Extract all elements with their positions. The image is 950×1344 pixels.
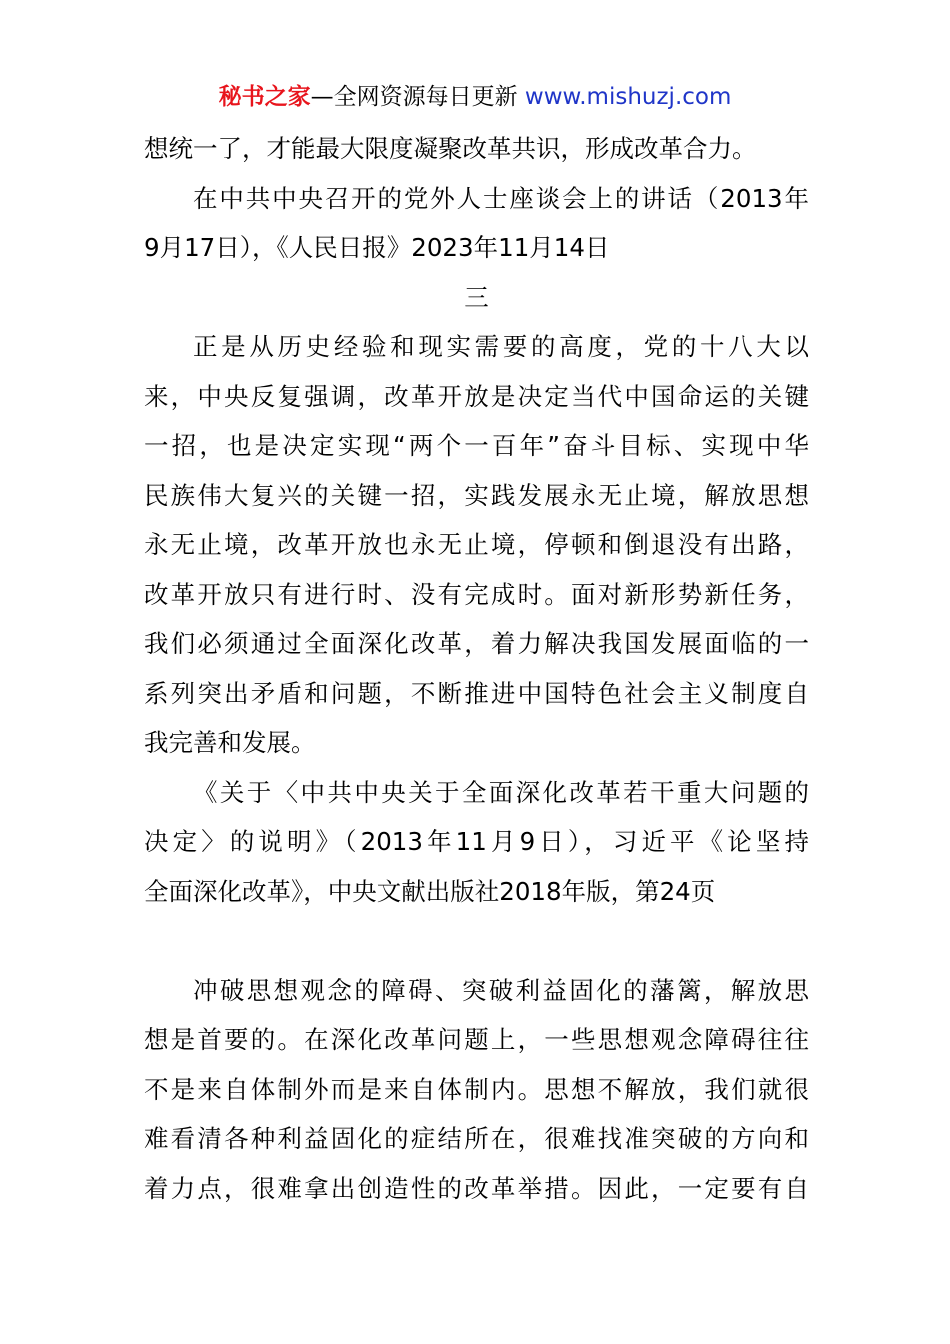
text-line: 想统一了，才能最大限度凝聚改革共识，形成改革合力。 [144, 134, 757, 163]
text-line: 不是来自体制外而是来自体制内。思想不解放，我们就很 [144, 1074, 809, 1104]
text-line: 想是首要的。在深化改革问题上，一些思想观念障碍往往 [144, 1025, 809, 1054]
text-line: 系列突出矛盾和问题，不断推进中国特色社会主义制度自 [144, 678, 809, 708]
text-line: 正是从历史经验和现实需要的高度，党的十八大以 [193, 332, 809, 361]
site-url-link[interactable]: www.mishuzj.com [524, 84, 732, 110]
text-line: 难看清各种利益固化的症结所在，很难找准突破的方向和 [144, 1124, 809, 1153]
text-line: 民族伟大复兴的关键一招，实践发展永无止境，解放思想 [144, 480, 809, 510]
citation-line: 在中共中央召开的党外人士座谈会上的讲话（2013年 [193, 183, 809, 213]
section-heading: 三 [464, 282, 489, 312]
citation-line: 决定〉的说明》（2013年11月9日），习近平《论坚持 [144, 827, 809, 856]
text-line: 来，中央反复强调，改革开放是决定当代中国命运的关键 [144, 381, 809, 411]
text-line: 我们必须通过全面深化改革，着力解决我国发展面临的一 [144, 629, 809, 658]
text-line: 冲破思想观念的障碍、突破利益固化的藩篱，解放思 [193, 975, 809, 1005]
citation-line: 9月17日），《人民日报》2023年11月14日 [144, 233, 610, 262]
banner-tagline: —全网资源每日更新 [310, 84, 518, 110]
text-line: 永无止境，改革开放也永无止境，停顿和倒退没有出路， [144, 530, 809, 559]
text-line: 改革开放只有进行时、没有完成时。面对新形势新任务， [144, 579, 809, 609]
citation-line: 全面深化改革》，中央文献出版社2018年版，第24页 [144, 876, 716, 906]
site-banner [0, 80, 950, 114]
blank-line [144, 916, 809, 966]
brand-name: 秘书之家 [218, 84, 311, 110]
text-line: 一招，也是决定实现“两个一百年”奋斗目标、实现中华 [144, 431, 809, 460]
text-line: 着力点，很难拿出创造性的改革举措。因此，一定要有自 [144, 1173, 809, 1203]
citation-line: 《关于〈中共中央关于全面深化改革若干重大问题的 [193, 777, 809, 807]
text-line: 我完善和发展。 [144, 728, 316, 757]
document-body [144, 124, 809, 1213]
